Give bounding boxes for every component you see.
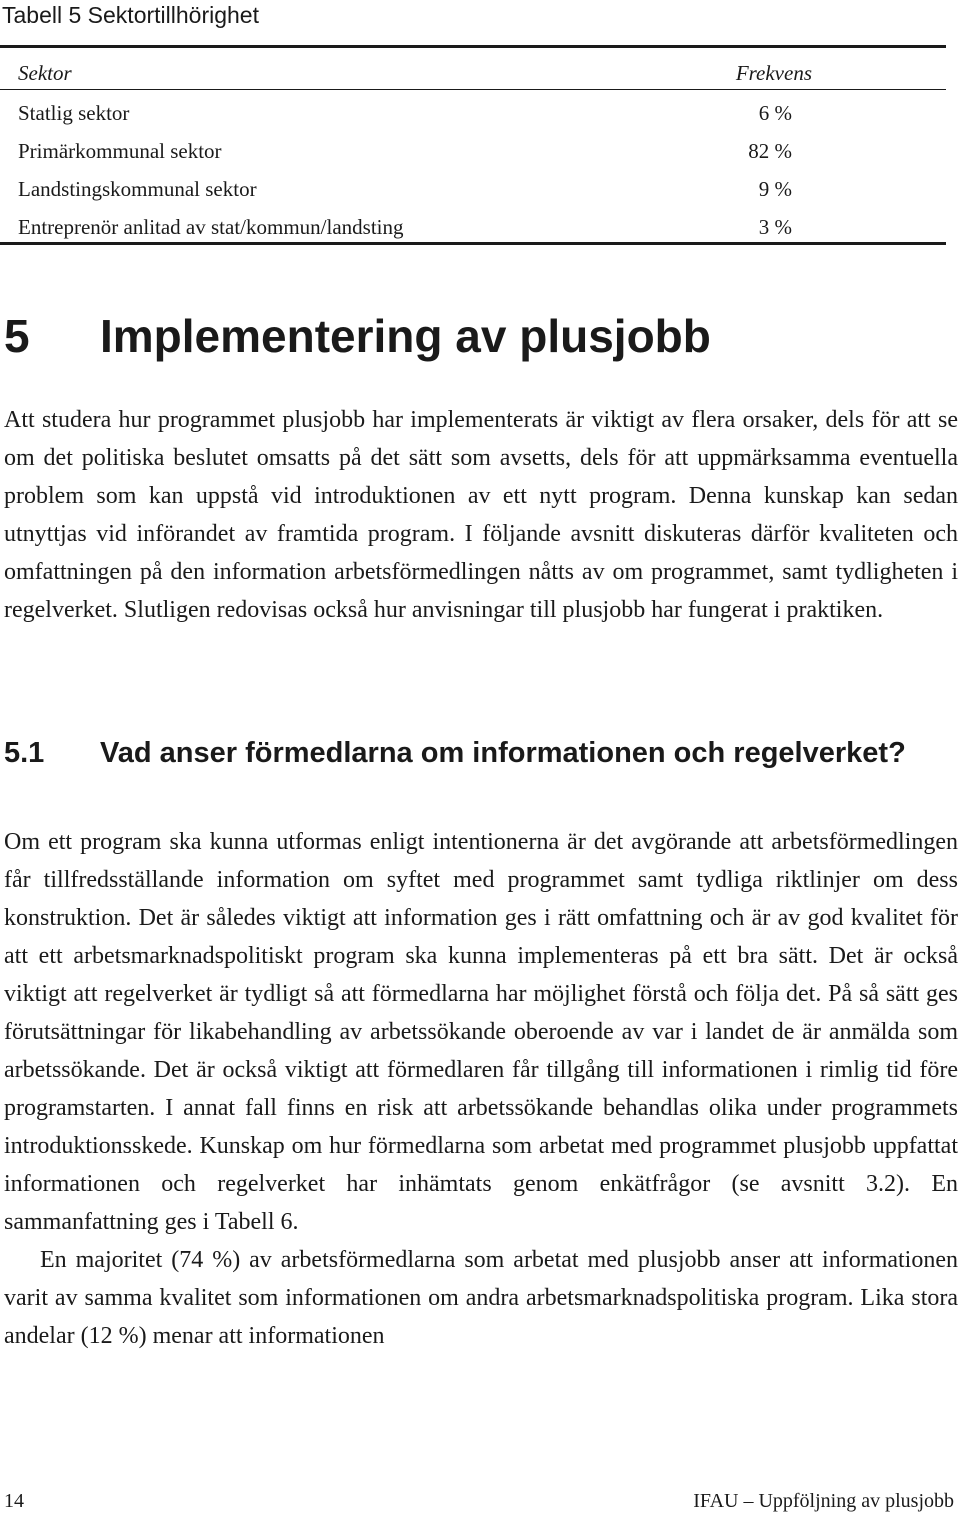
table-row-label: Entreprenör anlitad av stat/kommun/landsting bbox=[18, 215, 404, 239]
paragraph: Om ett program ska kunna utformas enligt intentionerna är det avgörande att arbetsförmedlingen får tillfredsställande information om syftet med programmet samt tydliga riktlinjer om dess konstruktion. Det är således viktigt att information ges i rätt omfattning och är av god kvalitet för att ett arbetsmarknadspolitiskt program ska kunna implementeras på ett bra sätt. Det är också viktigt att regelverket är tydligt så att förmedlarna har möjlighet förstå och följa det. På så sätt ges förutsättningar för likabehandling av arbetssökande oberoende av var i landet de är anmälda som arbetssökande. Det är också viktigt att förmedlaren får tillgång till informationen i rimlig tid före programstarten. I annat fall finns en risk att arbetssökande behandlas olika under programmets introduktionsskede. Kunskap om hur förmedlarna som arbetat med programmet plusjobb uppfattat informationen och regelverket har inhämtats genom enkätfrågor (se avsnitt 3.2). En sammanfattning ges i Tabell 6. bbox=[4, 829, 958, 1235]
table-row bbox=[18, 139, 792, 164]
table-header-rule bbox=[0, 89, 946, 90]
table-top-rule bbox=[0, 45, 946, 48]
table-row-value: 9 % bbox=[758, 177, 792, 201]
subsection-body bbox=[4, 823, 958, 1355]
table-row-label: Primärkommunal sektor bbox=[18, 139, 222, 163]
table-row-label: Statlig sektor bbox=[18, 101, 130, 125]
table-row-value: 6 % bbox=[758, 101, 792, 125]
section-heading bbox=[4, 309, 711, 363]
table-header-frekvens: Frekvens bbox=[735, 61, 812, 85]
table-bottom-rule bbox=[0, 242, 946, 245]
running-title: IFAU – Uppföljning av plusjobb bbox=[693, 1490, 954, 1512]
section-title: Implementering av plusjobb bbox=[100, 310, 711, 362]
subsection-heading bbox=[4, 735, 920, 772]
paragraph: En majoritet (74 %) av arbetsförmedlarna som arbetat med plusjobb anser att informationen varit av samma kvalitet som informationen om andra arbetsmarknadspolitiska program. Lika stora andelar (12 %) menar att informationen bbox=[4, 1247, 958, 1349]
table-header-sektor: Sektor bbox=[18, 61, 72, 85]
table-row bbox=[18, 177, 792, 202]
paragraph: Att studera hur programmet plusjobb har implementerats är viktigt av flera orsaker, dels för att se om det politiska beslutet omsatts på det sätt som avsetts, dels för att uppmärksamma eventuella problem som kan uppstå vid introduktionen av ett nytt program. Denna kunskap kan sedan utnyttjas vid införandet av framtida program. I följande avsnitt diskuteras därför kvaliteten och omfattningen på den information arbetsförmedlingen nåtts av om programmet, samt tydligheten i regelverket. Slutligen redovisas också hur anvisningar till plusjobb har fungerat i praktiken. bbox=[4, 407, 958, 623]
table-row bbox=[18, 215, 792, 240]
table-header bbox=[18, 61, 812, 86]
subsection-title: Vad anser förmedlarna om informationen och regelverket? bbox=[100, 737, 906, 769]
subsection-number: 5.1 bbox=[4, 737, 45, 769]
section-intro bbox=[4, 401, 958, 629]
table-caption: Tabell 5 Sektortillhörighet bbox=[2, 2, 259, 28]
page-number: 14 bbox=[4, 1490, 24, 1512]
table-row-label: Landstingskommunal sektor bbox=[18, 177, 257, 201]
table-row-value: 3 % bbox=[758, 215, 792, 239]
table-row bbox=[18, 101, 792, 126]
section-number: 5 bbox=[4, 310, 30, 362]
table-row-value: 82 % bbox=[748, 139, 792, 163]
